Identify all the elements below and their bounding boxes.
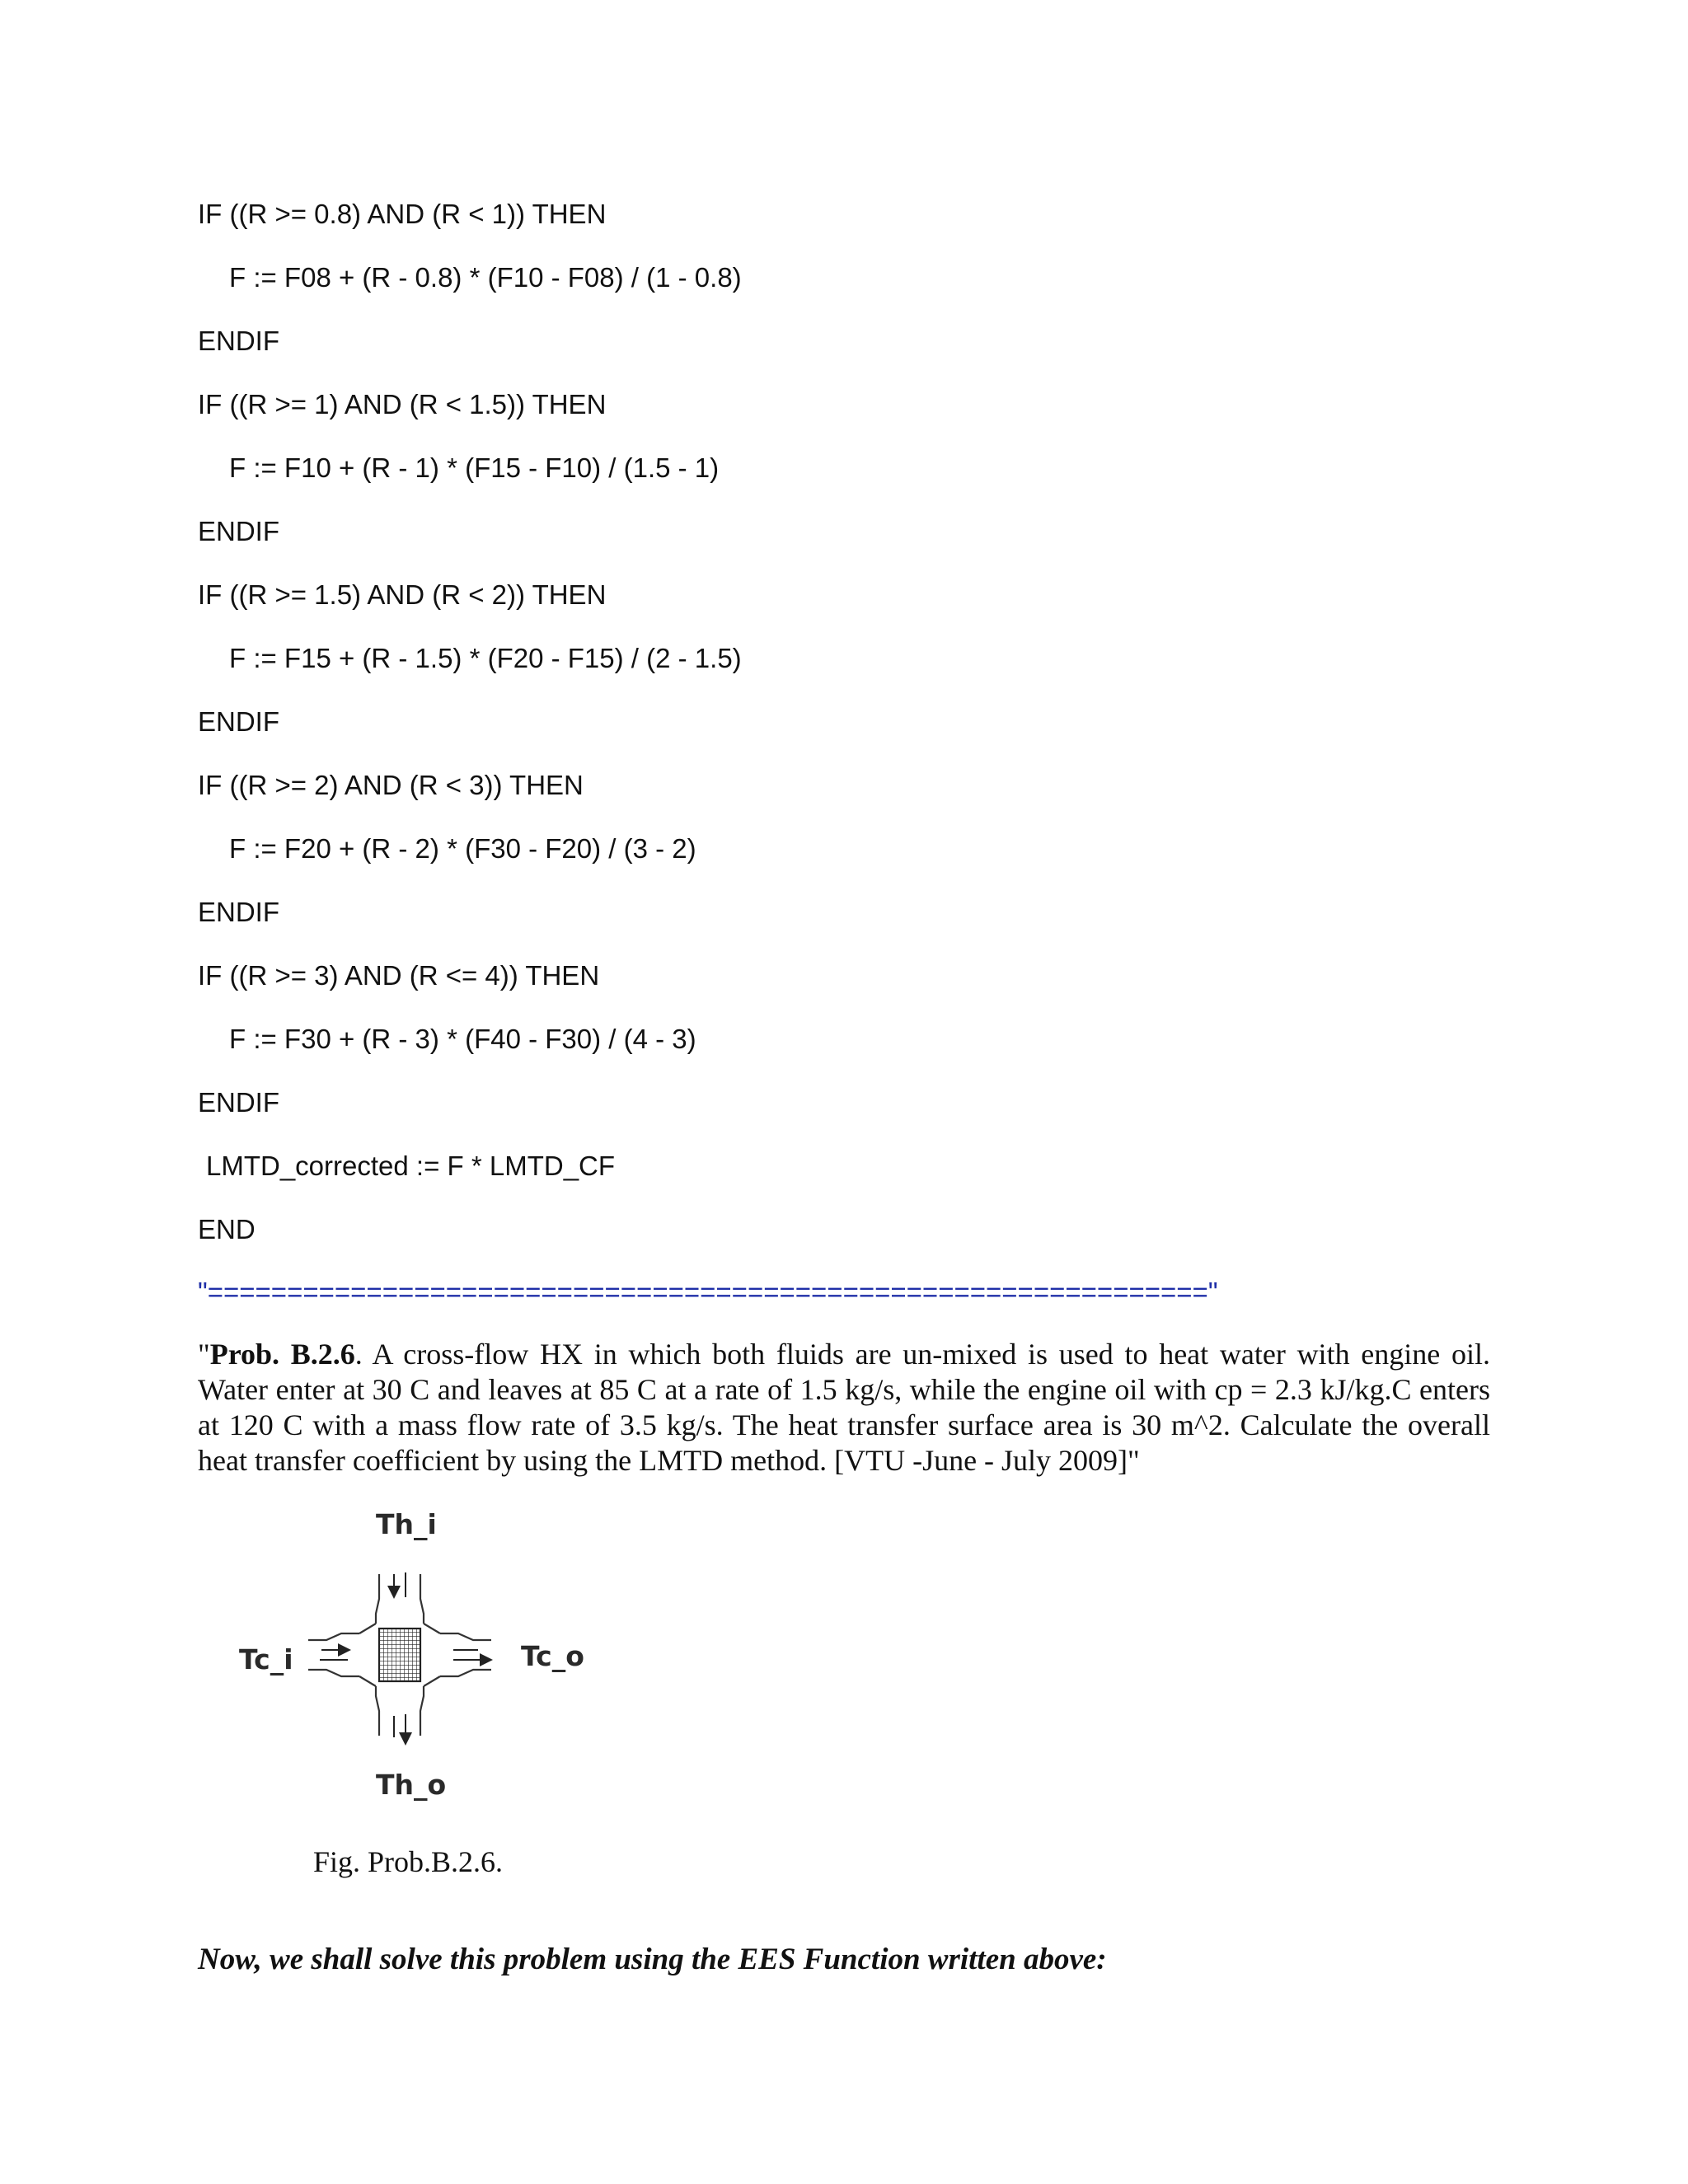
code-line-assign-3: F := F15 + (R - 1.5) * (F20 - F15) / (2 - 1.5) <box>229 643 742 673</box>
separator-line: "===============================================================" <box>198 1277 1218 1307</box>
code-line-assign-4: F := F20 + (R - 2) * (F30 - F20) / (3 - 2) <box>229 833 696 864</box>
code-line-assign-1: F := F08 + (R - 0.8) * (F10 - F08) / (1 - 0.8) <box>229 262 742 293</box>
cross-flow-hx-figure <box>214 1508 610 1821</box>
label-cold-inlet: Tc_i <box>239 1643 293 1675</box>
code-line-assign-2: F := F10 + (R - 1) * (F15 - F10) / (1.5 - 1) <box>229 452 720 483</box>
code-line-if-4: IF ((R >= 2) AND (R < 3)) THEN <box>198 770 584 800</box>
code-line-endif-5: ENDIF <box>198 1087 279 1118</box>
code-line-endif-2: ENDIF <box>198 516 279 546</box>
code-line-if-3: IF ((R >= 1.5) AND (R < 2)) THEN <box>198 579 607 610</box>
hot-inlet-arrows-icon <box>394 1572 406 1597</box>
problem-text: . A cross-flow HX in which both fluids are un-mixed is used to heat water with engine oil. Water enter at 30 C and leaves at 85 C at a rate of 1.5 kg/s, while the engine oil with cp = 2.3 kJ/kg.C enters at 120 C with a mass flow rate of 3.5 kg/s. The heat transfer surface area is 30 m^2. Calculate the overall heat transfer coefficient by using the LMTD method. [VTU -June - July 2009]" <box>198 1338 1490 1477</box>
hx-diagram <box>214 1508 610 1821</box>
code-line-if-5: IF ((R >= 3) AND (R <= 4)) THEN <box>198 960 600 991</box>
code-line-endif-3: ENDIF <box>198 706 279 737</box>
cold-inlet-arrows-icon <box>320 1650 348 1660</box>
code-line-assign-5: F := F30 + (R - 3) * (F40 - F30) / (4 - 3) <box>229 1024 696 1054</box>
figure-caption: Fig. Prob.B.2.6. <box>313 1845 504 1878</box>
closing-statement: Now, we shall solve this problem using the EES Function written above: <box>198 1943 1107 1976</box>
hx-core-matrix <box>379 1629 420 1681</box>
code-line-end: END <box>198 1214 256 1244</box>
code-line-if-1: IF ((R >= 0.8) AND (R < 1)) THEN <box>198 199 607 229</box>
problem-statement <box>198 1337 1490 1479</box>
problem-label: Prob. B.2.6 <box>209 1338 355 1371</box>
code-line-endif-1: ENDIF <box>198 326 279 356</box>
label-hot-outlet: Th_o <box>376 1769 447 1801</box>
cold-outlet-arrows-icon <box>453 1650 490 1660</box>
code-line-if-2: IF ((R >= 1) AND (R < 1.5)) THEN <box>198 389 607 419</box>
problem-open-quote: " <box>198 1338 210 1371</box>
hot-outlet-arrows-icon <box>394 1714 406 1742</box>
code-line-lmtd-corrected: LMTD_corrected := F * LMTD_CF <box>206 1151 616 1181</box>
label-hot-inlet: Th_i <box>376 1508 437 1540</box>
label-cold-outlet: Tc_o <box>521 1640 584 1672</box>
code-line-endif-4: ENDIF <box>198 897 279 927</box>
